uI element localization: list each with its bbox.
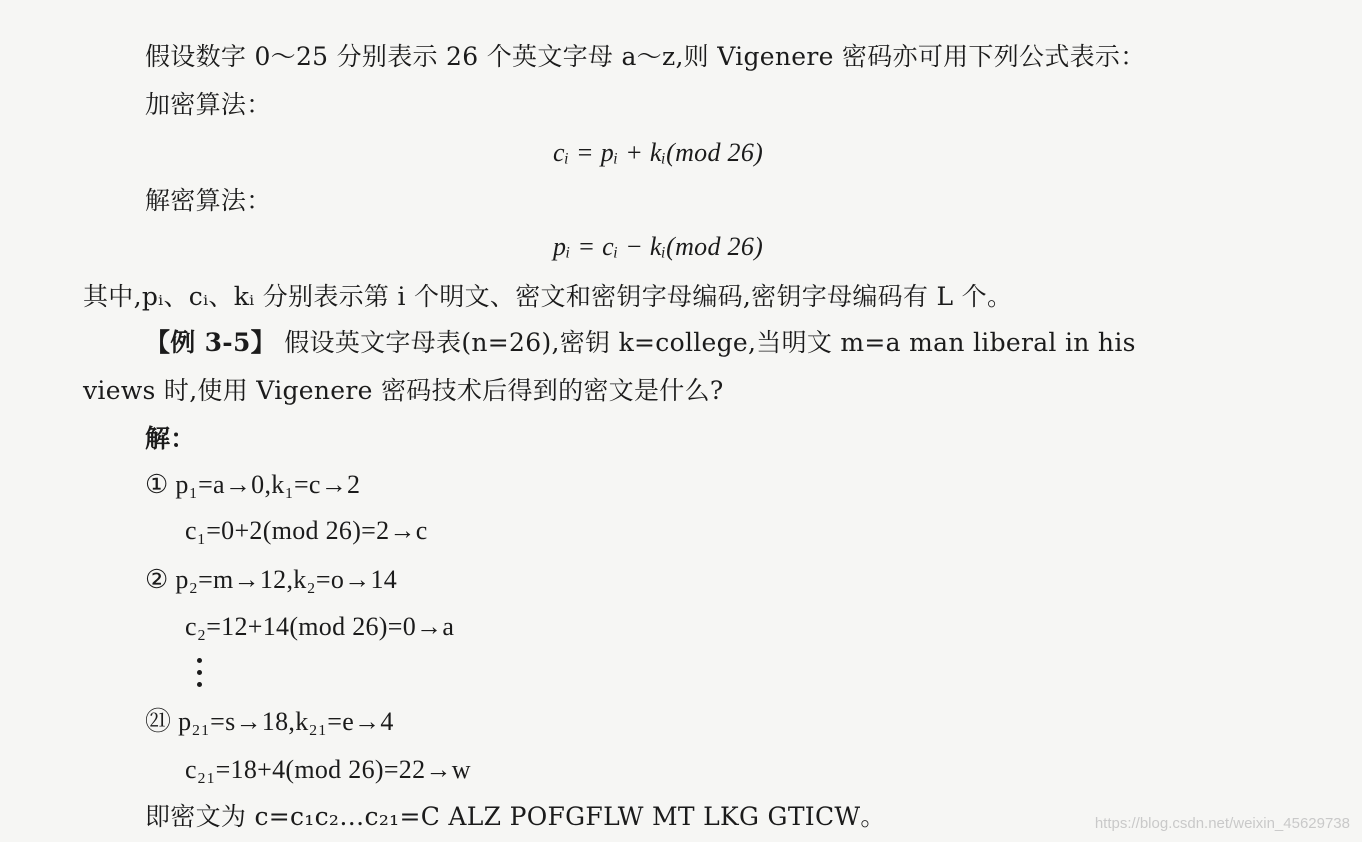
result-line: 即密文为 c=c₁c₂…c₂₁=C ALZ POFGFLW MT LKG GTICW。 — [145, 802, 886, 831]
step-1-line-2: c₁=0+2(mod 26)=2→c — [185, 516, 428, 545]
where-line: 其中,pᵢ、cᵢ、kᵢ 分别表示第 i 个明文、密文和密钥字母编码,密钥字母编码有 L 个。 — [83, 282, 1013, 311]
solution-label: 解： — [145, 424, 196, 453]
encrypt-label: 加密算法： — [145, 90, 272, 119]
step-1-line-1: ① p₁=a→0,k₁=c→2 — [145, 470, 361, 499]
vertical-ellipsis — [195, 658, 205, 692]
step-21-line-2: c₂₁=18+4(mod 26)=22→w — [185, 755, 471, 784]
decrypt-formula: pᵢ = cᵢ − kᵢ(mod 26) — [553, 232, 764, 261]
step-2-line-2: c₂=12+14(mod 26)=0→a — [185, 612, 455, 641]
step-2-line-1: ② p₂=m→12,k₂=o→14 — [145, 565, 398, 594]
example-text-1: 假设英文字母表(n=26),密钥 k=college,当明文 m=a man liberal in his — [275, 328, 1136, 357]
example-tag: 【例 3-5】 — [145, 328, 276, 357]
example-line-2: views 时,使用 Vigenere 密码技术后得到的密文是什么? — [83, 376, 724, 405]
encrypt-formula: cᵢ = pᵢ + kᵢ(mod 26) — [553, 138, 764, 167]
watermark-text: https://blog.csdn.net/weixin_45629738 — [1094, 815, 1350, 832]
intro-line: 假设数字 0～25 分别表示 26 个英文字母 a～z,则 Vigenere 密码亦可用下列公式表示： — [145, 42, 1146, 71]
step-21-line-1: ㉑ p₂₁=s→18,k₂₁=e→4 — [145, 707, 394, 736]
example-line-1 — [145, 326, 1136, 360]
decrypt-label: 解密算法： — [145, 186, 272, 215]
